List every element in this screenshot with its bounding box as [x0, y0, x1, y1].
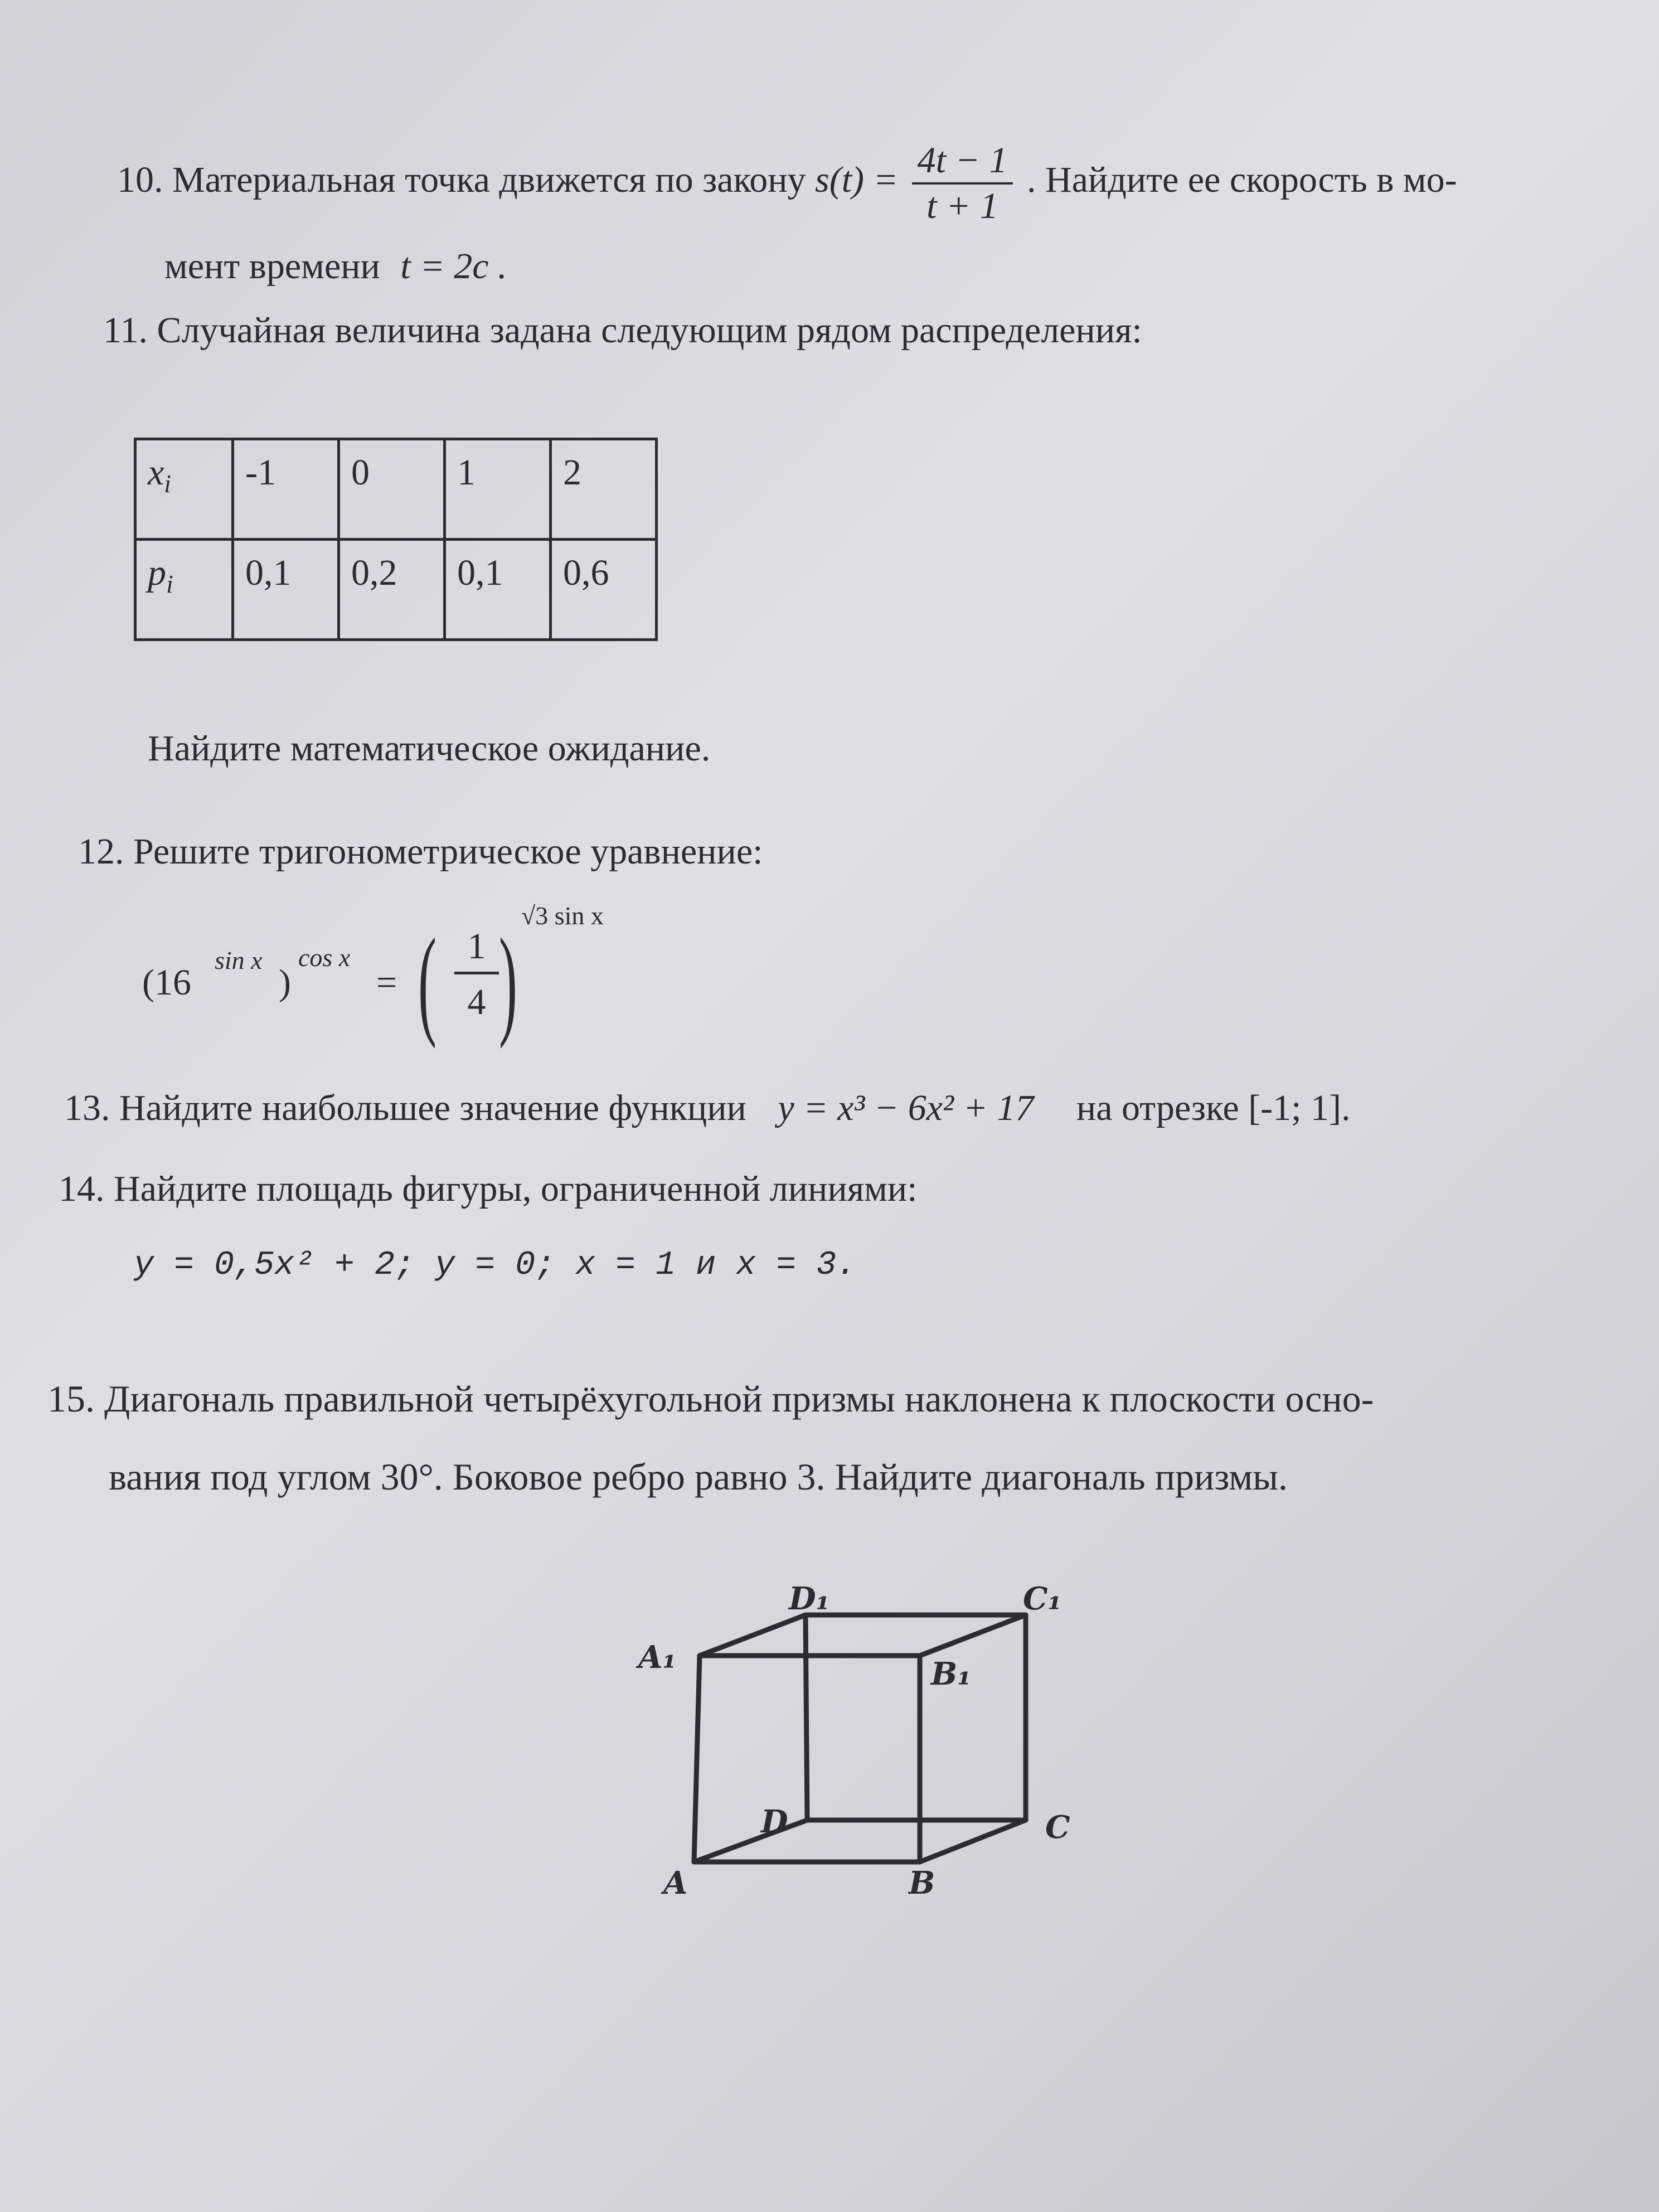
table-cell: 0,2: [339, 540, 445, 640]
q12-left-paren: (: [418, 913, 436, 1049]
q10-time: t = 2c .: [400, 246, 507, 287]
q10-text-part1: 10. Материальная точка движется по закону: [117, 159, 816, 201]
vertex-label-a1: A₁: [638, 1639, 676, 1676]
vertex-label-b: B: [909, 1865, 935, 1901]
edge-c1-b1: [920, 1615, 1026, 1656]
edge-b-c: [920, 1820, 1026, 1862]
question-15-line-1: 15. Диагональ правильной четырёхугольной призмы наклонена к плоскости осно-: [47, 1377, 1374, 1420]
vertex-label-c: C: [1045, 1809, 1070, 1846]
q12-rhs-num: 1: [467, 926, 486, 967]
question-14-intro: 14. Найдите площадь фигуры, ограниченной линиями:: [59, 1168, 918, 1209]
q13-text: 13. Найдите наибольшее значение функции: [64, 1088, 746, 1128]
q12-lhs-exp1: sin x: [215, 946, 263, 974]
table-cell: -1: [233, 439, 339, 540]
edge-a-d: [694, 1820, 807, 1862]
vertex-label-b1: B₁: [931, 1656, 971, 1692]
question-11-intro: 11. Случайная величина задана следующим рядом распределения:: [103, 310, 1142, 351]
table-cell: 0,1: [233, 540, 339, 640]
q12-rhs-den: 4: [467, 982, 486, 1022]
question-15-line-2: вания под углом 30°. Боковое ребро равно 3. Найдите диагональ призмы.: [109, 1456, 1288, 1498]
q10-text-part2: . Найдите ее скорость в мо-: [1026, 159, 1457, 201]
table-cell: 0,1: [445, 540, 551, 640]
q14-formula: y = 0,5x² + 2; y = 0; x = 1 и x = 3.: [134, 1246, 857, 1284]
table-cell: 0: [339, 439, 445, 540]
vertex-label-d1: D₁: [789, 1580, 830, 1617]
q12-lhs-close: ): [279, 962, 291, 1003]
q12-right-paren: ): [499, 913, 517, 1049]
q10-line2-text: мент времени: [164, 246, 380, 287]
q12-lhs-exp2: cos x: [298, 943, 351, 972]
table-header-x: $x_i$: [135, 439, 233, 540]
q12-lhs-base: (16: [142, 962, 191, 1003]
vertex-label-a: A: [663, 1865, 688, 1901]
q13-formula: y = x³ − 6x² + 17: [778, 1088, 1034, 1128]
vertex-label-d: D: [761, 1803, 788, 1840]
q12-rhs-exp: √3 sin x: [521, 901, 604, 930]
table-header-p: $p_i$: [135, 540, 233, 640]
edge-d-d1: [806, 1615, 807, 1820]
q12-equals: =: [376, 962, 397, 1003]
edge-a-a1: [694, 1656, 700, 1862]
question-12-intro: 12. Решите тригонометрическое уравнение:: [78, 831, 763, 872]
table-cell: 0,6: [551, 540, 657, 640]
table-cell: 1: [445, 439, 551, 540]
q13-interval: на отрезке [-1; 1].: [1076, 1088, 1351, 1128]
q10-denominator: t + 1: [926, 186, 998, 226]
q10-function: s(t) =: [815, 159, 899, 201]
vertex-label-c1: C₁: [1023, 1580, 1062, 1617]
table-cell: 2: [551, 439, 657, 540]
edge-a1-d1: [700, 1615, 806, 1656]
q10-numerator: 4t − 1: [912, 142, 1013, 185]
question-11-task: Найдите математическое ожидание.: [148, 728, 711, 769]
